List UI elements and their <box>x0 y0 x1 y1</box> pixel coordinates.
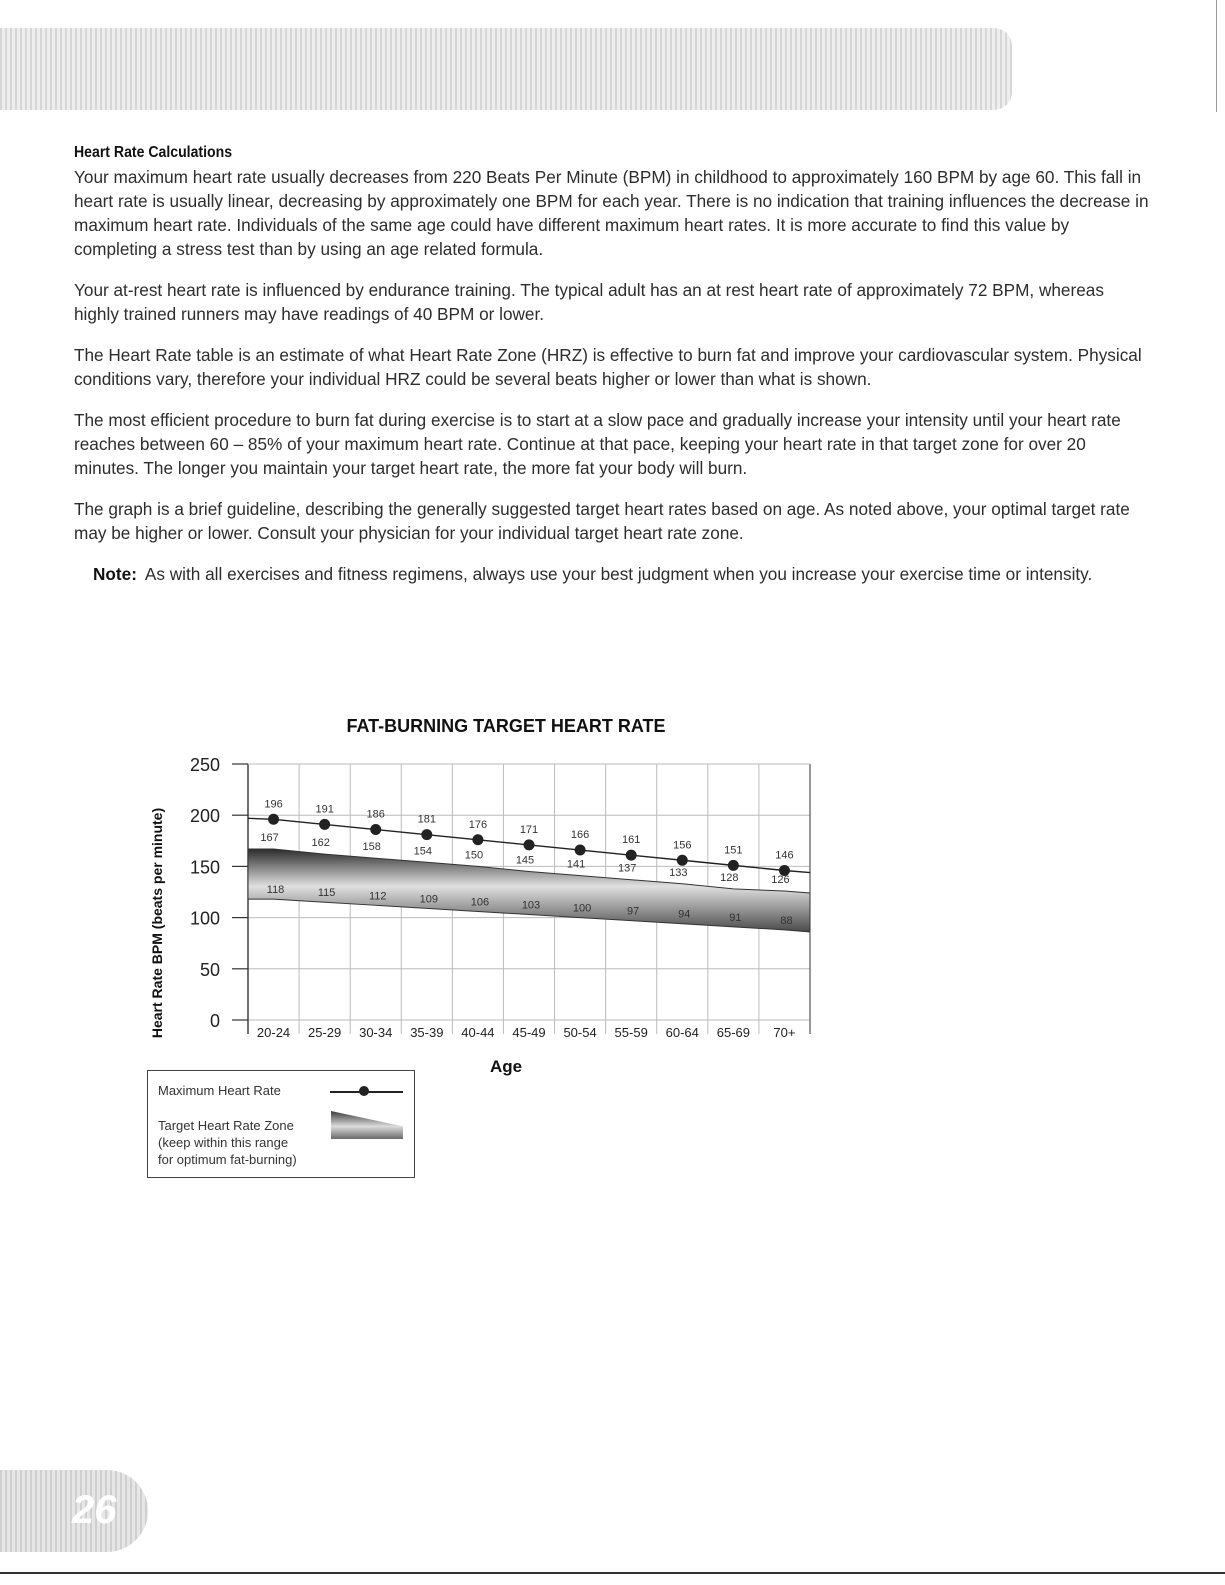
zone-upper-label: 137 <box>618 862 637 875</box>
paragraph: The Heart Rate table is an estimate of what Heart Rate Zone (HRZ) is effective to burn fat and improve your cardiovascular system. Physical conditions vary, therefore your individual HRZ could be several beats higher or lower than what is shown. <box>74 345 1142 389</box>
zone-upper-label: 128 <box>720 871 739 884</box>
y-tick-label: 200 <box>189 806 220 827</box>
x-tick-label: 50-54 <box>563 1025 597 1040</box>
paragraph: Your at-rest heart rate is influenced by endurance training. The typical adult has an at rest heart rate of approximately 72 BPM, whereas highly trained runners may have readings of 40 BPM or lower. <box>74 280 1104 324</box>
note-label: Note: <box>93 564 137 584</box>
x-tick-label: 55-59 <box>614 1025 648 1040</box>
page-number: 26 <box>72 1488 117 1532</box>
zone-upper-label: 126 <box>771 873 790 886</box>
y-axis-title: Heart Rate BPM (beats per minute) <box>149 807 165 1039</box>
x-tick-label: 30-34 <box>359 1025 393 1040</box>
zone-upper-label: 150 <box>464 849 484 862</box>
x-tick-label: 45-49 <box>512 1025 546 1040</box>
chart-title: FAT-BURNING TARGET HEART RATE <box>346 716 666 736</box>
legend-zone-label <box>158 1117 348 1168</box>
x-axis-title: Age <box>489 1057 523 1076</box>
max-heart-rate-label: 171 <box>519 823 539 836</box>
max-heart-rate-label: 176 <box>468 818 488 831</box>
zone-upper-label: 167 <box>260 831 279 844</box>
max-heart-rate-label: 151 <box>724 844 743 857</box>
zone-lower-label: 94 <box>678 908 691 921</box>
zone-upper-label: 145 <box>515 854 535 867</box>
max-heart-rate-point <box>728 860 739 871</box>
zone-lower-label: 109 <box>419 893 438 906</box>
legend-max-dot <box>359 1086 369 1096</box>
zone-lower-label: 97 <box>627 905 640 918</box>
legend-max-label: Maximum Heart Rate <box>158 1083 281 1098</box>
x-tick-label: 25-29 <box>308 1025 342 1040</box>
max-heart-rate-point <box>319 819 330 830</box>
zone-lower-label: 103 <box>521 899 541 912</box>
zone-upper-label: 141 <box>566 858 586 871</box>
zone-lower-label: 118 <box>266 884 285 897</box>
zone-lower-label: 91 <box>729 911 742 924</box>
legend-zone-line3: for optimum fat-burning) <box>158 1152 297 1167</box>
x-tick-label: 35-39 <box>410 1025 444 1040</box>
zone-lower-label: 106 <box>470 896 490 909</box>
x-tick-label: 65-69 <box>716 1025 750 1040</box>
legend-zone-line2: (keep within this range <box>158 1135 289 1150</box>
y-tick-label: 50 <box>199 959 220 980</box>
paragraph: Your maximum heart rate usually decreases from 220 Beats Per Minute (BPM) in childhood to approximately 160 BPM by age 60. This fall in heart rate is usually linear, decreasing by approximately one BPM for each year. There is no indication that training influences the decrease in maximum heart rate. Individuals of the same age could have different maximum heart rates. It is more accurate to find this value by completing a stress test than by using an age related formula. <box>74 167 1149 259</box>
max-heart-rate-label: 166 <box>570 829 590 842</box>
max-heart-rate-label: 196 <box>264 798 283 811</box>
zone-upper-label: 162 <box>311 837 330 850</box>
max-heart-rate-point <box>524 839 535 850</box>
legend-zone-line1: Target Heart Rate Zone <box>158 1118 294 1133</box>
zone-lower-label: 112 <box>368 890 387 903</box>
max-heart-rate-point <box>421 829 432 840</box>
zone-lower-label: 115 <box>317 887 336 900</box>
zone-upper-label: 154 <box>413 845 432 858</box>
x-tick-label: 60-64 <box>665 1025 699 1040</box>
zone-upper-label: 133 <box>669 866 688 879</box>
x-tick-label: 40-44 <box>461 1025 495 1040</box>
zone-upper-label: 158 <box>362 841 381 854</box>
max-heart-rate-label: 146 <box>775 849 794 862</box>
max-heart-rate-point <box>370 824 381 835</box>
zone-lower-label: 100 <box>572 902 592 915</box>
y-tick-label: 150 <box>189 857 220 878</box>
x-tick-label: 70+ <box>773 1025 796 1040</box>
max-heart-rate-point <box>626 850 637 861</box>
legend-zone-swatch <box>331 1111 403 1139</box>
zone-lower-label: 88 <box>780 914 793 927</box>
max-heart-rate-label: 161 <box>622 834 641 847</box>
max-heart-rate-point <box>472 834 483 845</box>
max-heart-rate-label: 191 <box>315 803 334 816</box>
y-tick-label: 0 <box>209 1011 220 1031</box>
y-tick-label: 100 <box>189 908 220 929</box>
max-heart-rate-label: 156 <box>673 839 692 852</box>
y-tick-label: 250 <box>189 755 220 775</box>
footer-rule <box>0 1572 1225 1574</box>
note-text: As with all exercises and fitness regimens, always use your best judgment when you increase your exercise time or intensity. <box>144 564 1093 584</box>
max-heart-rate-point <box>575 845 586 856</box>
paragraph: The most efficient procedure to burn fat during exercise is to start at a slow pace and gradually increase your intensity until your heart rate reaches between 60 – 85% of your maximum heart rate. Continue at that pace, keeping your heart rate in that target zone for over 20 minutes. The longer you maintain your target heart rate, the more fat your body will burn. <box>74 410 1121 478</box>
max-heart-rate-point <box>677 855 688 866</box>
x-tick-label: 20-24 <box>256 1025 291 1040</box>
max-heart-rate-point <box>268 814 279 825</box>
chart-legend <box>147 1070 415 1178</box>
paragraph: The graph is a brief guideline, describing the generally suggested target heart rates based on age. As noted above, your optimal target rate may be higher or lower. Consult your physician for your individual target heart rate zone. <box>74 499 1130 543</box>
max-heart-rate-label: 181 <box>417 813 436 826</box>
section-heading: Heart Rate Calculations <box>74 144 233 161</box>
max-heart-rate-label: 186 <box>366 808 385 821</box>
